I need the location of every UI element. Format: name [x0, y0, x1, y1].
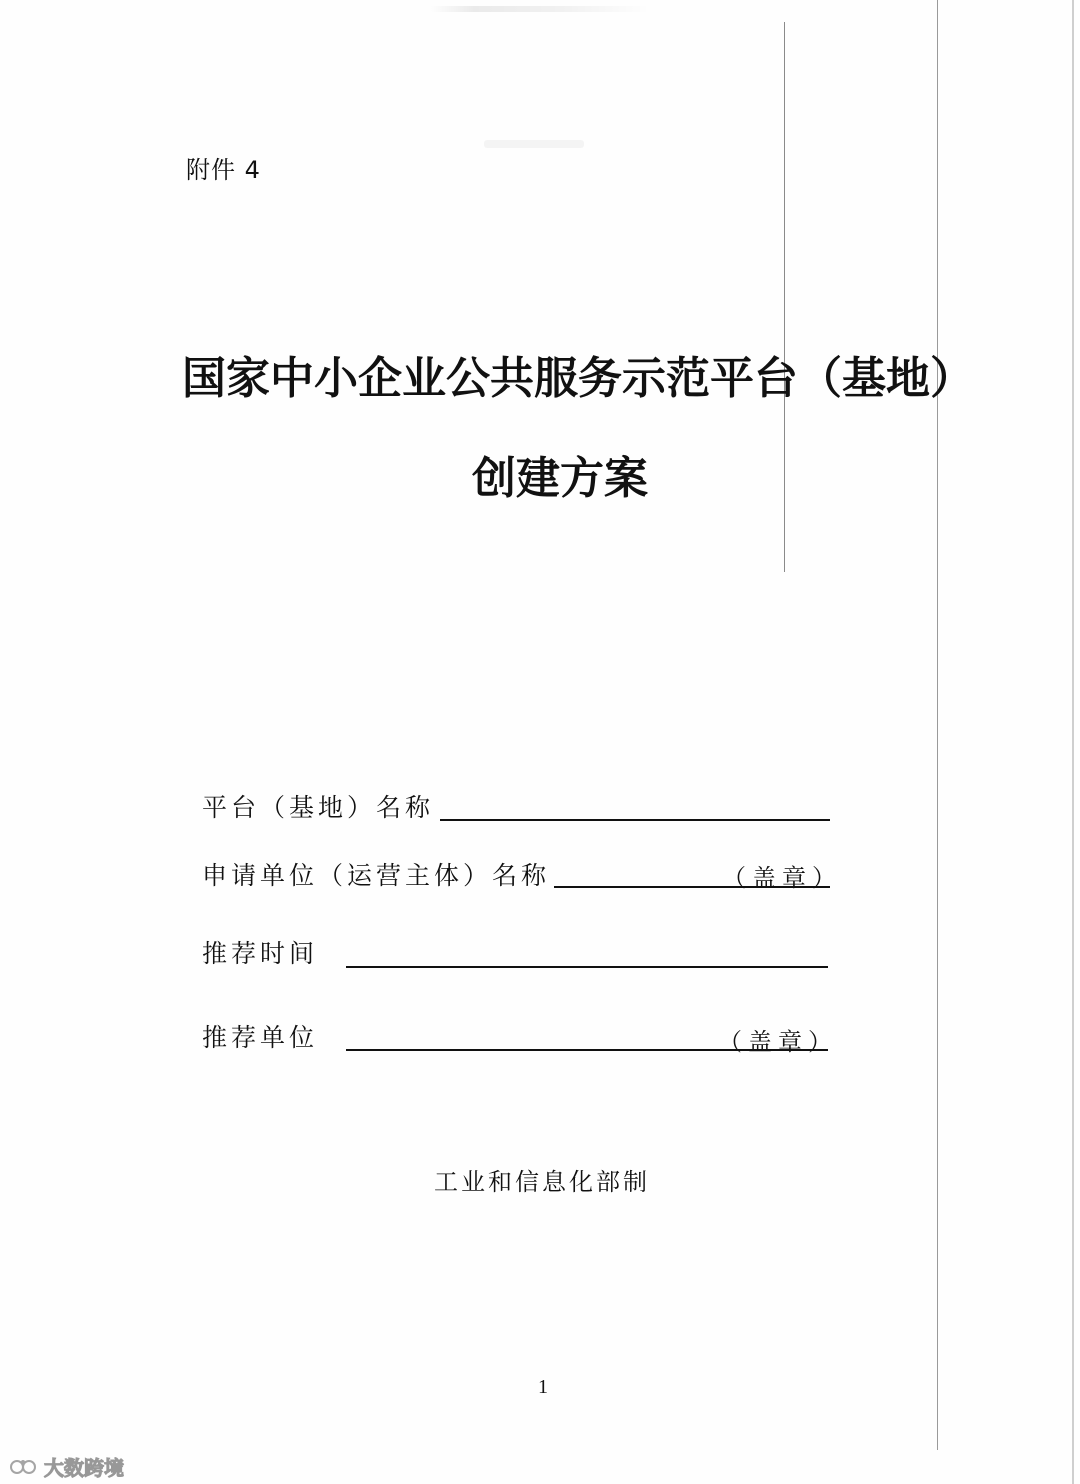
issuer-line: 工业和信息化部制 [434, 1168, 650, 1196]
document-title: 国家中小企业公共服务示范平台（基地） [182, 353, 974, 404]
seal-note: （盖章） [718, 1028, 838, 1056]
brand-logo-icon [10, 1456, 38, 1478]
scan-artifact [484, 140, 584, 148]
scan-artifact [430, 6, 650, 12]
field-line-recommend-time [346, 966, 828, 968]
watermark-text: 大数跨境 [44, 1456, 124, 1480]
field-label-recommend-unit: 推荐单位 [202, 1023, 319, 1052]
field-line-platform-name [440, 819, 830, 821]
scan-edge-line [1072, 0, 1074, 1484]
attachment-label: 附件 4 [186, 156, 261, 184]
scan-fold-line [784, 22, 785, 572]
seal-note: （盖章） [722, 864, 842, 892]
page-number: 1 [538, 1376, 548, 1398]
field-label-platform-name: 平台（基地）名称 [202, 793, 435, 822]
field-label-applicant-name: 申请单位（运营主体）名称 [202, 861, 551, 890]
field-label-recommend-time: 推荐时间 [202, 939, 319, 968]
scan-fold-line [937, 0, 938, 1450]
document-subtitle: 创建方案 [472, 453, 648, 504]
watermark [10, 1452, 124, 1481]
